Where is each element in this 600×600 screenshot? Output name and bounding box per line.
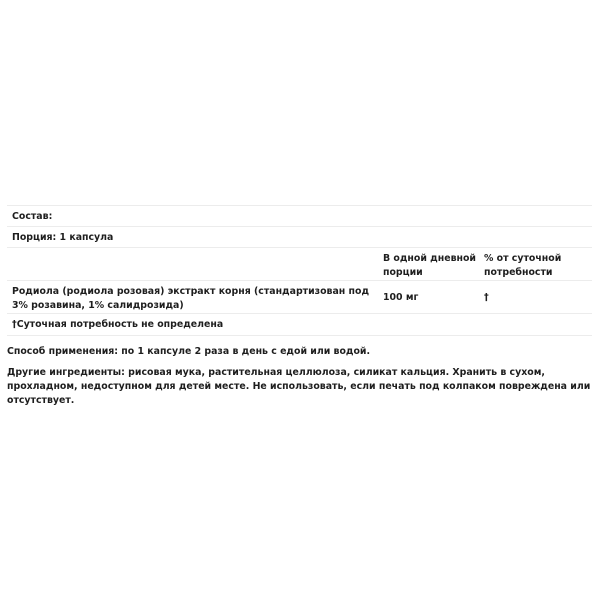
table-row [7, 281, 592, 314]
usage-instructions: Способ применения: по 1 капсуле 2 раза в день с едой или водой. [7, 346, 371, 357]
footnote-row [7, 314, 592, 336]
supplement-facts-table [7, 205, 592, 336]
serving-size-label: Порция: 1 капсула [12, 232, 114, 243]
other-ingredients: Другие ингредиенты: рисовая мука, растительная целлюлоза, силикат кальция. Хранить в сухом, прохладном, недоступном для детей месте. Не использовать, если печать под колпаком повреждена или отсутствует. [7, 367, 591, 406]
ingredient-name: Родиола (родиола розовая) экстракт корня (стандартизован под 3% розавина, 1% салидрозида) [12, 286, 370, 311]
ingredient-amount: 100 мг [383, 292, 419, 303]
amount-column-header: В одной дневной порции [383, 253, 476, 278]
daily-value-footnote: †Суточная потребность не определена [12, 319, 224, 330]
composition-label: Состав: [12, 211, 53, 222]
composition-row [7, 206, 592, 227]
ingredient-daily-value: † [484, 292, 489, 303]
daily-value-column-header: % от суточной потребности [484, 253, 562, 278]
serving-row [7, 227, 592, 248]
table-header-row [7, 248, 592, 281]
